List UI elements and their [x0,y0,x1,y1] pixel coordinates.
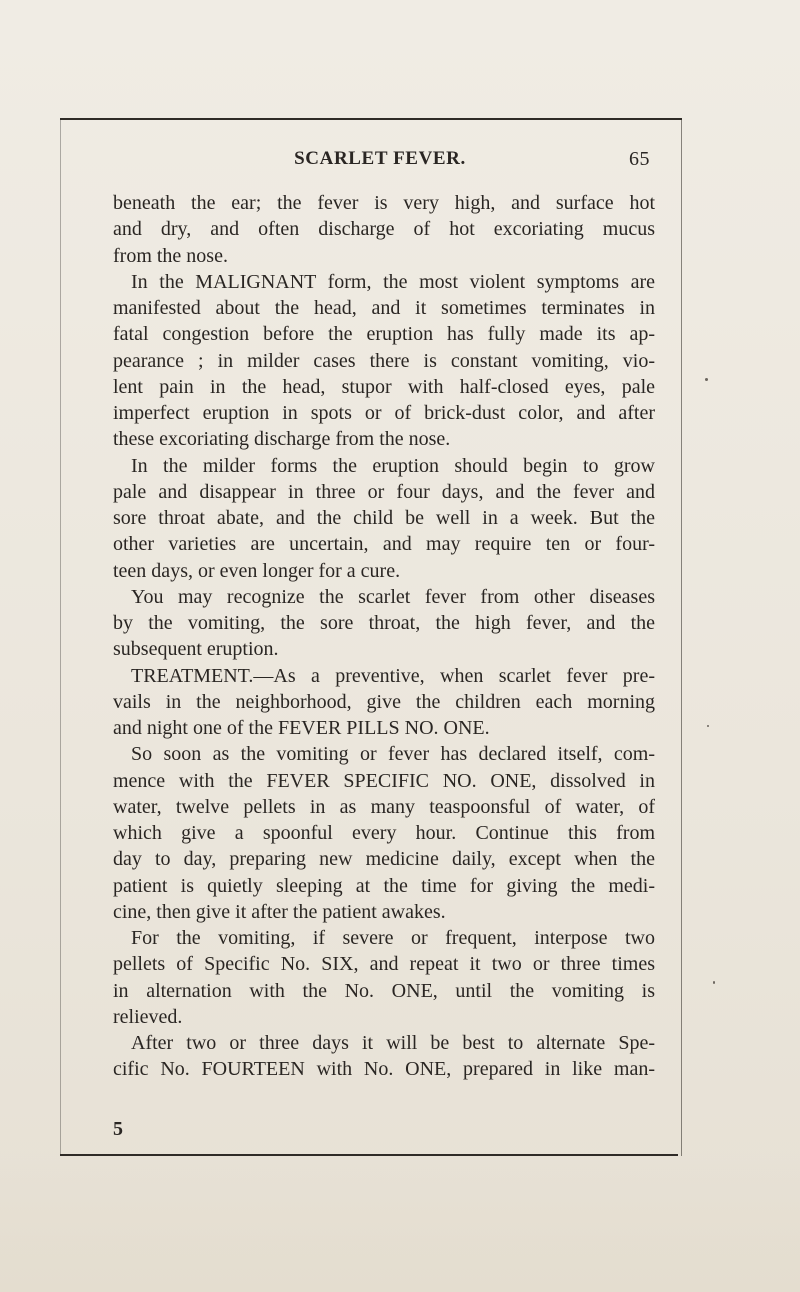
top-border-rule [60,118,682,120]
text-line: fatal congestion before the eruption has fully made its ap- [113,323,655,346]
text-line: cific No. FOURTEEN with No. ONE, prepared in like man- [113,1058,655,1081]
text-line: water, twelve pellets in as many teaspoonsful of water, of [113,795,655,818]
text-line: day to day, preparing new medicine daily, except when the [113,848,655,871]
page-number: 65 [629,148,650,170]
paper-speck [707,725,709,727]
running-head [110,148,650,174]
text-line: You may recognize the scarlet fever from other diseases [131,585,655,608]
text-line: For the vomiting, if severe or frequent, interpose two [131,927,655,949]
text-line: imperfect eruption in spots or of brick-dust color, and after [113,402,655,424]
signature-mark: 5 [113,1118,123,1140]
paper-speck [705,378,708,381]
text-line: relieved. [113,1005,183,1028]
text-line: other varieties are uncertain, and may require ten or four- [113,533,655,556]
text-line: and dry, and often discharge of hot excoriating mucus [113,218,655,241]
text-line: patient is quietly sleeping at the time for giving the medi- [113,874,655,897]
text-line: and night one of the FEVER PILLS NO. ONE. [113,717,490,739]
paper-speck [713,981,715,984]
text-line: vails in the neighborhood, give the children each morning [113,690,655,713]
text-line: by the vomiting, the sore throat, the high fever, and the [113,612,655,634]
text-line: pearance ; in milder cases there is constant vomiting, vio- [113,349,655,372]
body-text [113,190,655,1083]
text-line: pale and disappear in three or four days, and the fever and [113,480,655,503]
text-line: sore throat abate, and the child be well in a week. But the [113,507,655,529]
right-border-rule [681,118,682,1156]
text-line: In the milder forms the eruption should begin to grow [131,454,655,477]
text-line: from the nose. [113,244,228,267]
text-line: After two or three days it will be best to alternate Spe- [131,1032,655,1054]
text-line: these excoriating discharge from the nose. [113,428,451,451]
text-line: mence with the FEVER SPECIFIC NO. ONE, dissolved in [113,769,655,792]
text-line: So soon as the vomiting or fever has declared itself, com- [131,743,655,766]
page-edge-shadow [0,1150,800,1292]
text-line: In the MALIGNANT form, the most violent symptoms are [131,270,655,293]
text-line: pellets of Specific No. SIX, and repeat it two or three times [113,953,655,976]
bottom-border-rule [60,1154,678,1156]
text-line: TREATMENT.—As a preventive, when scarlet fever pre- [131,664,655,687]
text-line: lent pain in the head, stupor with half-closed eyes, pale [113,375,655,398]
running-title: SCARLET FEVER. [294,148,466,169]
text-line: manifested about the head, and it sometimes terminates in [113,297,655,319]
text-line: in alternation with the No. ONE, until the vomiting is [113,979,655,1002]
text-line: teen days, or even longer for a cure. [113,559,401,582]
left-border-rule [60,118,61,1156]
text-line: which give a spoonful every hour. Continue this from [113,822,655,844]
text-line: cine, then give it after the patient awakes. [113,900,446,923]
text-line: subsequent eruption. [113,638,279,661]
text-line: beneath the ear; the fever is very high, and surface hot [113,192,655,214]
